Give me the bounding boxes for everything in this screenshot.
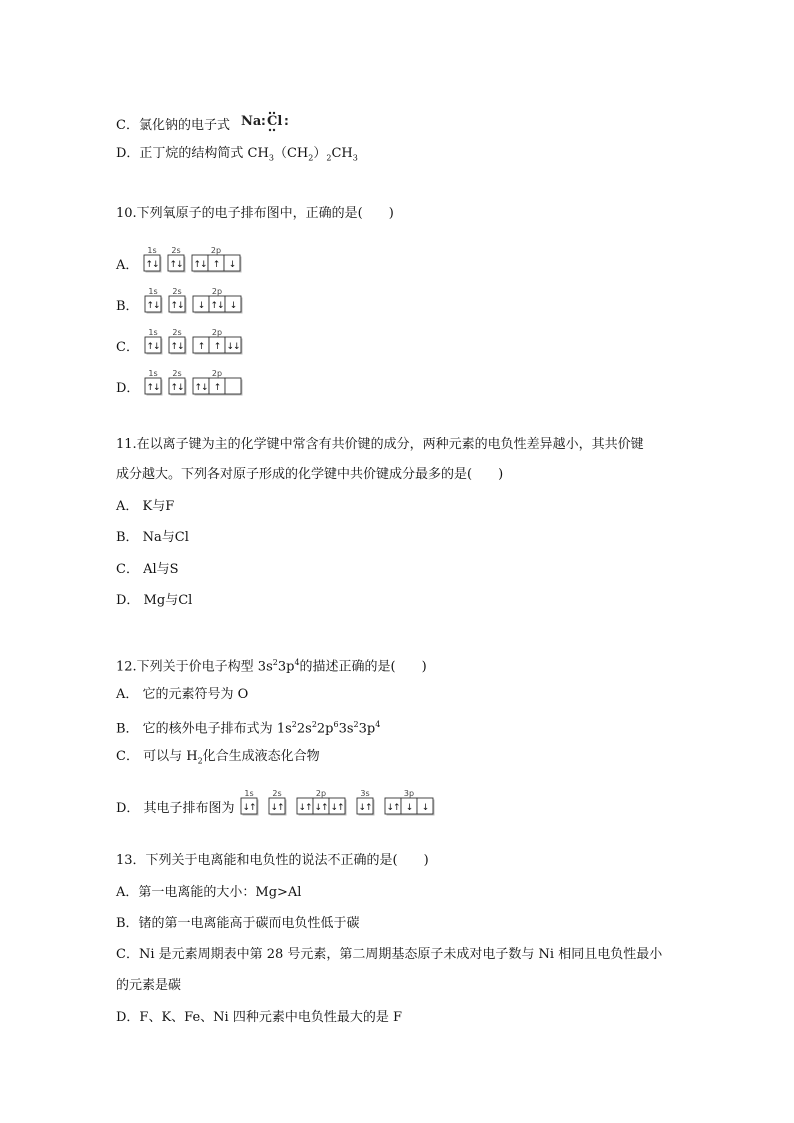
q12-option-d — [116, 788, 479, 818]
orbital-diagram — [239, 788, 479, 816]
orbital-label: 1s — [148, 328, 158, 337]
orbital-label: 2s — [172, 369, 183, 378]
electron-arrows: ↑↓ — [146, 301, 160, 311]
nacl-electron-formula-image — [240, 110, 294, 132]
q12-option-c — [116, 748, 320, 771]
electron-arrows: ↓↑ — [270, 803, 284, 813]
electron-arrows: ↓ — [229, 260, 236, 270]
orbital-label: 2p — [211, 287, 222, 296]
electron-arrows: ↑↓ — [170, 301, 184, 311]
q12-stem-tail: 的描述正确的是( ) — [299, 659, 427, 675]
orbital-diagram — [143, 286, 303, 314]
orbital-label: 1s — [148, 369, 159, 378]
q12-option-c-tail: 化合生成液态化合物 — [202, 749, 320, 764]
electron-arrows: ↑↓ — [210, 301, 224, 311]
orbital-label: 2s — [271, 789, 282, 798]
q12-stem-mid: 3p — [277, 659, 295, 675]
orbital-label: 2s — [171, 287, 182, 296]
q13-option-b: B．锗的第一电离能高于碳而电负性低于碳 — [116, 916, 360, 931]
electron-arrows: ↓ — [197, 301, 204, 311]
electron-arrows: ↓ — [421, 803, 428, 813]
electron-arrows: ↑ — [213, 260, 220, 270]
q11-option-d: D． Mg与Cl — [116, 593, 193, 608]
orbital-diagram — [143, 368, 303, 396]
electron-arrows: ↓↑ — [242, 803, 256, 813]
orbital-label: 2p — [315, 789, 326, 798]
svg-text:Na: Na — [241, 114, 262, 129]
q9-option-c — [116, 110, 294, 135]
orbital-label: 3p — [403, 789, 414, 798]
electron-arrows: ↓↑ — [386, 803, 400, 813]
q12-stem-text: 12.下列关于价电子构型 3s — [116, 659, 273, 675]
superscript: 2 — [311, 720, 317, 729]
option-label: C． — [116, 340, 139, 355]
superscript: 2 — [272, 658, 278, 667]
option-label: B． — [116, 299, 139, 314]
orbital-box — [225, 378, 241, 394]
q10-option-a — [116, 245, 302, 275]
q9-option-d-text-mid: （CH — [273, 146, 309, 161]
electron-arrows: ↑↓ — [194, 383, 208, 393]
electron-arrows: ↑↓ — [193, 260, 207, 270]
orbital-diagram — [142, 245, 302, 273]
electron-arrows: ↑↓ — [146, 383, 160, 393]
subscript: 3 — [268, 153, 274, 163]
orbital-label: 2p — [212, 369, 223, 378]
svg-text:Cl: Cl — [267, 114, 283, 129]
q12-option-b-text: B． 它的核外电子排布式为 1s — [116, 721, 292, 737]
q9-option-d — [116, 145, 358, 168]
electron-arrows: ↓↑ — [358, 803, 372, 813]
q11-option-c: C． Al与S — [116, 562, 179, 577]
electron-arrows: ↑ — [214, 383, 221, 393]
q10-option-c — [116, 327, 303, 357]
orbital-text: 3p — [358, 721, 376, 737]
subscript: 2 — [326, 153, 332, 163]
orbital-text: 2p — [316, 721, 334, 737]
superscript: 4 — [375, 720, 381, 729]
superscript: 2 — [353, 720, 359, 729]
orbital-text: 3s — [338, 721, 354, 737]
electron-arrows: ↑ — [197, 342, 205, 352]
q11-option-b: B． Na与Cl — [116, 530, 189, 545]
q11-stem-line1: 11.在以离子键为主的化学键中常含有共价键的成分，两种元素的电负性差异越小，其共价键 — [116, 437, 644, 452]
svg-text::: : — [284, 114, 289, 128]
orbital-label: 1s — [147, 287, 158, 296]
q10-stem: 10.下列氧原子的电子排布图中，正确的是( ) — [116, 206, 394, 221]
q9-option-c-text: C．氯化钠的电子式 — [116, 118, 230, 133]
electron-arrows: ↑ — [213, 342, 221, 352]
svg-text::: : — [261, 114, 266, 128]
q10-option-b — [116, 286, 303, 316]
orbital-label: 2p — [211, 246, 222, 255]
q13-option-a: A．第一电离能的大小：Mg>Al — [116, 885, 302, 900]
q12-option-b — [116, 716, 380, 738]
option-label: D． — [116, 381, 140, 396]
q13-stem: 13．下列关于电离能和电负性的说法不正确的是( ) — [116, 853, 429, 868]
orbital-label: 2s — [172, 328, 182, 337]
orbital-text: 2s — [296, 721, 312, 737]
electron-arrows: ↑↓ — [146, 342, 160, 352]
q12-option-d-text: D． 其电子排布图为 — [116, 801, 235, 816]
electron-arrows: ↑↓ — [170, 383, 184, 393]
electron-arrows: ↓↑ — [298, 803, 312, 813]
subscript: 2 — [197, 756, 203, 766]
subscript: 2 — [308, 153, 314, 163]
q9-option-d-tail: CH — [331, 146, 353, 161]
electron-arrows: ↓ — [405, 803, 412, 813]
orbital-label: 2s — [171, 246, 182, 255]
electron-arrows: ↓↑ — [314, 803, 328, 813]
orbital-label: 1s — [243, 789, 254, 798]
electron-arrows: ↑↓ — [145, 260, 159, 270]
option-label: A． — [116, 258, 139, 273]
orbital-diagram — [143, 327, 303, 355]
superscript: 6 — [333, 720, 339, 729]
electron-arrows: ↓↓ — [226, 342, 240, 352]
electron-arrows: ↑↓ — [170, 342, 184, 352]
q13-option-c-line2: 的元素是碳 — [116, 978, 182, 993]
electron-arrows: ↓↑ — [330, 803, 344, 813]
q11-stem-line2: 成分越大。下列各对原子形成的化学键中共价键成分最多的是( ) — [116, 467, 504, 482]
subscript: 3 — [352, 153, 358, 163]
orbital-label: 2p — [211, 328, 223, 337]
superscript: 4 — [294, 658, 300, 667]
electron-arrows: ↑↓ — [169, 260, 183, 270]
q12-option-c-text: C． 可以与 H — [116, 749, 198, 764]
orbital-label: 3s — [359, 789, 370, 798]
superscript: 2 — [291, 720, 297, 729]
q9-option-d-text: D．正丁烷的结构简式 CH — [116, 146, 269, 161]
q13-option-c-line1: C．Ni 是元素周期表中第 28 号元素，第二周期基态原子未成对电子数与 Ni 相同且电负性最小 — [116, 947, 663, 962]
orbital-label: 1s — [147, 246, 158, 255]
q12-option-a: A． 它的元素符号为 O — [116, 687, 249, 702]
q13-option-d: D．F、K、Fe、Ni 四种元素中电负性最大的是 F — [116, 1010, 402, 1025]
q12-stem — [116, 654, 427, 676]
electron-arrows: ↓ — [229, 301, 236, 311]
q9-option-d-paren: ） — [313, 146, 327, 161]
q11-option-a: A． K与F — [116, 499, 175, 514]
q10-option-d — [116, 368, 303, 398]
